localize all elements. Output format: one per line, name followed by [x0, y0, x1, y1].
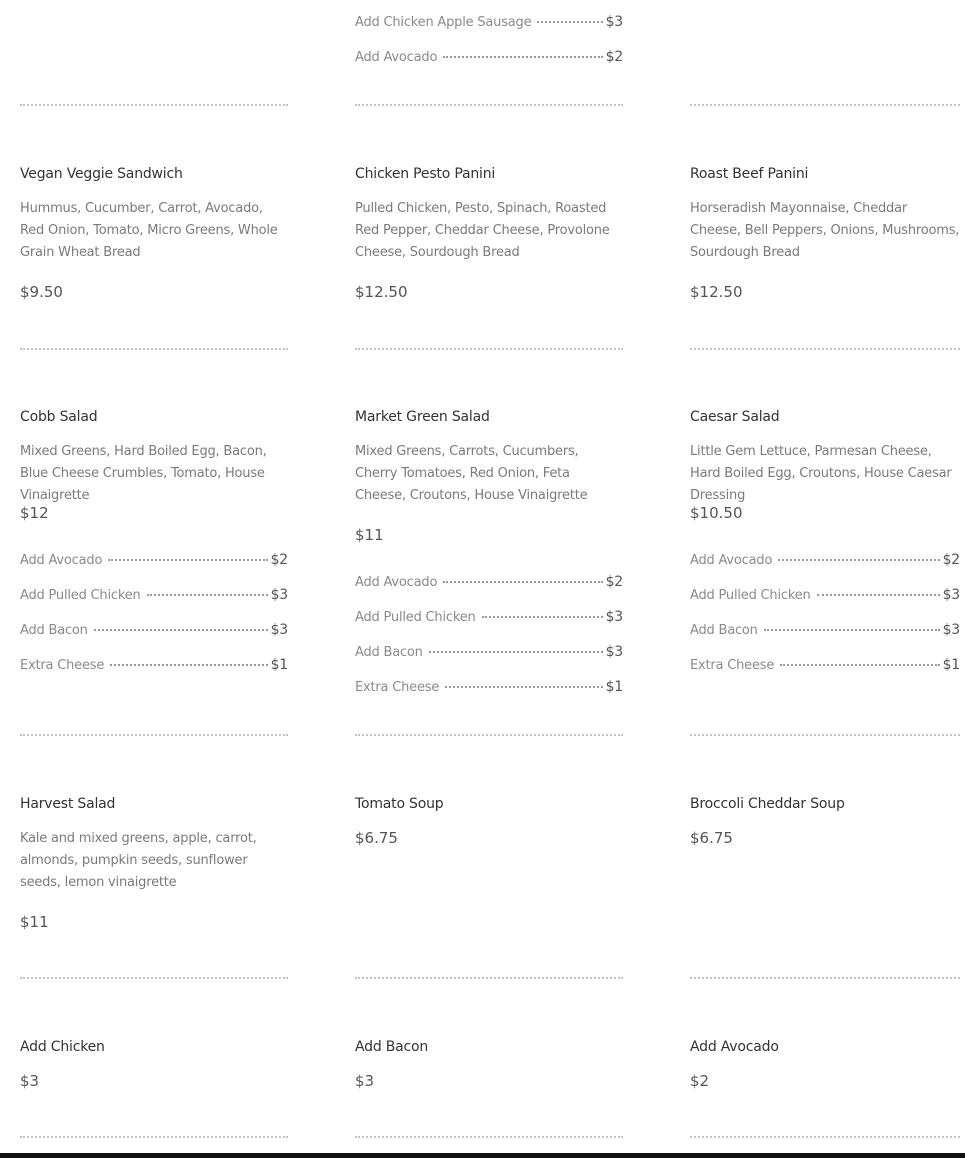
dot-leader	[778, 559, 939, 561]
addon-row	[20, 552, 288, 568]
item-name: Vegan Veggie Sandwich	[20, 166, 183, 182]
item-price: $3	[20, 1072, 40, 1090]
addon-row	[20, 622, 288, 638]
addon-label: Add Pulled Chicken	[690, 588, 811, 603]
dotted-divider	[20, 1136, 288, 1138]
addon-label: Add Pulled Chicken	[355, 610, 476, 625]
addon-label: Add Bacon	[20, 623, 88, 638]
item-price: $12.50	[355, 283, 408, 301]
dot-leader	[110, 664, 267, 666]
addon-label: Add Pulled Chicken	[20, 588, 141, 603]
dotted-divider	[355, 104, 623, 106]
addon-price: $3	[270, 587, 288, 603]
item-name-add-avocado: Add Avocado	[690, 1039, 779, 1055]
addon-price: $3	[942, 587, 960, 603]
dotted-divider	[355, 977, 623, 979]
addon-row	[355, 609, 623, 625]
addon-row	[355, 574, 623, 590]
addon-price: $1	[942, 657, 960, 673]
addon-price: $2	[605, 574, 623, 590]
addon-row	[355, 14, 623, 30]
item-price: $10.50	[690, 504, 743, 522]
item-price: $12.50	[690, 283, 743, 301]
item-name-chicken-pesto-panini: Chicken Pesto Panini	[355, 166, 496, 182]
addon-row	[355, 49, 623, 65]
addon-label: Add Bacon	[690, 623, 758, 638]
dotted-divider	[20, 734, 288, 736]
addon-price: $3	[270, 622, 288, 638]
addon-price: $3	[605, 14, 623, 30]
item-description: Hummus, Cucumber, Carrot, Avocado, Red Onion, Tomato, Micro Greens, Whole Grain Wheat Bread	[20, 201, 278, 260]
addon-price: $1	[605, 679, 623, 695]
addon-row	[690, 622, 960, 638]
item-price: $6.75	[690, 829, 733, 847]
addon-row	[20, 657, 288, 673]
item-name-roast-beef-panini: Roast Beef Panini	[690, 166, 809, 182]
dot-leader	[445, 686, 602, 688]
dot-leader	[443, 56, 602, 58]
item-price: $12	[20, 504, 49, 522]
addon-price: $3	[942, 622, 960, 638]
addon-price: $3	[605, 644, 623, 660]
dotted-divider	[355, 734, 623, 736]
dot-leader	[482, 616, 603, 618]
item-price: $11	[20, 913, 49, 931]
addon-label: Add Chicken Apple Sausage	[355, 15, 532, 30]
item-price: $9.50	[20, 283, 63, 301]
addon-row	[355, 679, 623, 695]
dotted-divider	[355, 348, 623, 350]
dot-leader	[537, 21, 602, 23]
dot-leader	[429, 651, 603, 653]
addon-label: Add Bacon	[355, 645, 423, 660]
dot-leader	[108, 559, 267, 561]
item-name-market-green-salad: Market Green Salad	[355, 409, 490, 425]
item-name-broccoli-cheddar-soup: Broccoli Cheddar Soup	[690, 796, 845, 812]
addon-price: $3	[605, 609, 623, 625]
item-description: Mixed Greens, Carrots, Cucumbers, Cherry Tomatoes, Red Onion, Feta Cheese, Croutons, House Vinaigrette	[355, 444, 588, 503]
item-description: Pulled Chicken, Pesto, Spinach, Roasted Red Pepper, Cheddar Cheese, Provolone Cheese, Sourdough Bread	[355, 201, 610, 260]
menu-item-vegan-veggie-sandwich	[20, 166, 183, 182]
addon-row	[355, 644, 623, 660]
addon-label: Add Avocado	[355, 575, 438, 590]
dotted-divider	[690, 977, 960, 979]
item-name-harvest-salad: Harvest Salad	[20, 796, 116, 812]
item-name-tomato-soup: Tomato Soup	[355, 796, 444, 812]
dotted-divider	[690, 734, 960, 736]
addon-price: $2	[942, 552, 960, 568]
addon-row	[690, 552, 960, 568]
item-price: $3	[355, 1072, 375, 1090]
addon-price: $2	[270, 552, 288, 568]
dot-leader	[817, 594, 940, 596]
item-price: $6.75	[355, 829, 398, 847]
item-description: Little Gem Lettuce, Parmesan Cheese, Hard Boiled Egg, Croutons, House Caesar Dressing	[690, 444, 952, 503]
addon-label: Add Avocado	[355, 50, 438, 65]
dotted-divider	[355, 1136, 623, 1138]
item-price: $11	[355, 526, 384, 544]
dotted-divider	[690, 104, 960, 106]
addon-row	[690, 587, 960, 603]
addon-label: Extra Cheese	[355, 680, 440, 695]
item-description: Horseradish Mayonnaise, Cheddar Cheese, Bell Peppers, Onions, Mushrooms, Sourdough Bread	[690, 201, 960, 260]
addon-label: Extra Cheese	[690, 658, 775, 673]
item-name-caesar-salad: Caesar Salad	[690, 409, 780, 425]
item-price: $2	[690, 1072, 710, 1090]
dot-leader	[780, 664, 939, 666]
addon-price: $1	[270, 657, 288, 673]
item-description: Kale and mixed greens, apple, carrot, almonds, pumpkin seeds, sunflower seeds, lemon vinaigrette	[20, 831, 257, 890]
dot-leader	[443, 581, 602, 583]
addon-price: $2	[605, 49, 623, 65]
dot-leader	[94, 629, 268, 631]
dotted-divider	[20, 104, 288, 106]
dot-leader	[147, 594, 268, 596]
addon-label: Add Avocado	[20, 553, 103, 568]
addon-row	[690, 657, 960, 673]
addon-label: Add Avocado	[690, 553, 773, 568]
item-name-add-chicken: Add Chicken	[20, 1039, 105, 1055]
item-name-add-bacon: Add Bacon	[355, 1039, 429, 1055]
addon-row	[20, 587, 288, 603]
item-name-cobb-salad: Cobb Salad	[20, 409, 98, 425]
dotted-divider	[690, 1136, 960, 1138]
dot-leader	[764, 629, 940, 631]
dotted-divider	[20, 977, 288, 979]
dotted-divider	[20, 348, 288, 350]
addon-label: Extra Cheese	[20, 658, 105, 673]
bottom-bar	[0, 1153, 965, 1158]
dotted-divider	[690, 348, 960, 350]
item-description: Mixed Greens, Hard Boiled Egg, Bacon, Blue Cheese Crumbles, Tomato, House Vinaigrette	[20, 444, 267, 503]
